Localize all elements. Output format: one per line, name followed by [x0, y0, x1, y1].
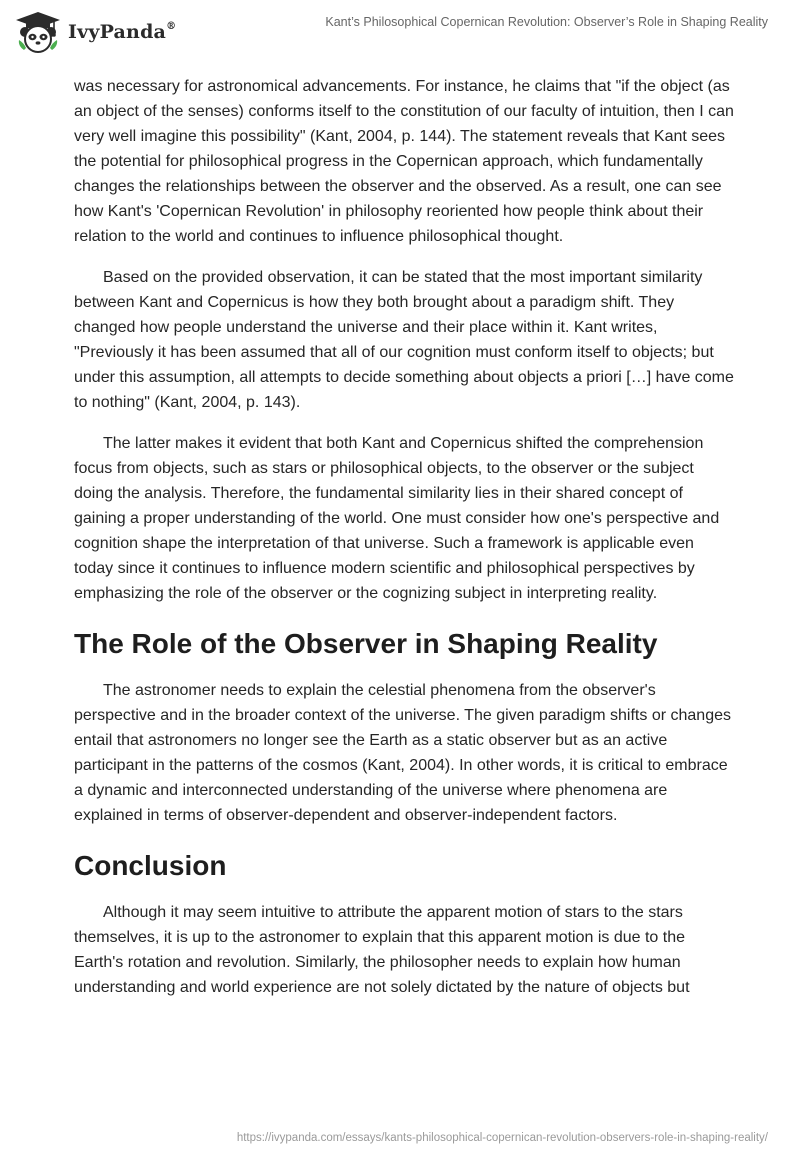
- logo-text: IvyPanda®: [68, 20, 177, 43]
- section-heading-role-of-observer: The Role of the Observer in Shaping Reality: [74, 628, 658, 659]
- panda-graduation-cap-icon: [14, 10, 62, 54]
- paragraph: was necessary for astronomical advancements. For instance, he claims that "if the object (as an object of the senses) conforms itself to the constitution of our faculty of intuition, then I can very well imagine this possibility" (Kant, 2004, p. 144). The statement reveals that Kant sees the potential for philosophical progress in the Copernican approach, which fundamentally changes the relationships between the observer and the observed. As a result, one can see how Kant's 'Copernican Revolution' in philosophy reoriented how people think about their relation to the world and continues to influence philosophical thought.: [74, 78, 734, 245]
- paragraph: The astronomer needs to explain the celestial phenomena from the observer's perspective and in the broader context of the universe. The given paradigm shifts or changes entail that astronomers no longer see the Earth as a static observer but as an active participant in the patterns of the cosmos (Kant, 2004). In other words, it is critical to embrace a dynamic and interconnected understanding of the universe where phenomena are explained in terms of observer-dependent and observer-independent factors.: [74, 682, 731, 824]
- document-title: Kant’s Philosophical Copernican Revolution: Observer’s Role in Shaping Reality: [325, 15, 768, 29]
- source-url[interactable]: https://ivypanda.com/essays/kants-philosophical-copernican-revolution-observers-role-in-shaping-reality/: [236, 1132, 768, 1144]
- essay-content: [74, 74, 734, 1016]
- paragraph: Although it may seem intuitive to attribute the apparent motion of stars to the stars themselves, it is up to the astronomer to explain that this apparent motion is due to the Earth's rotation and revolution. Similarly, the philosopher needs to explain how human understanding and world experience are not solely dictated by the nature of objects but: [74, 904, 690, 996]
- page-header: [0, 0, 800, 64]
- paragraph: Based on the provided observation, it can be stated that the most important similarity between Kant and Copernicus is how they both brought about a paradigm shift. They changed how people understand the universe and their place within it. Kant writes, "Previously it has been assumed that all of our cognition must conform itself to objects; but under this assumption, all attempts to decide something about objects a priori […] have come to nothing" (Kant, 2004, p. 143).: [74, 269, 734, 411]
- paragraph: The latter makes it evident that both Kant and Copernicus shifted the comprehension focus from objects, such as stars or philosophical objects, to the observer or the subject doing the analysis. Therefore, the fundamental similarity lies in their shared concept of gaining a proper understanding of the world. One must consider how one's perspective and cognition shape the interpretation of that universe. Such a framework is applicable even today since it continues to influence modern scientific and philosophical perspectives by emphasizing the role of the observer or the cognizing subject in interpreting reality.: [74, 435, 720, 602]
- section-heading-conclusion: Conclusion: [74, 850, 227, 881]
- ivypanda-logo[interactable]: [14, 10, 176, 54]
